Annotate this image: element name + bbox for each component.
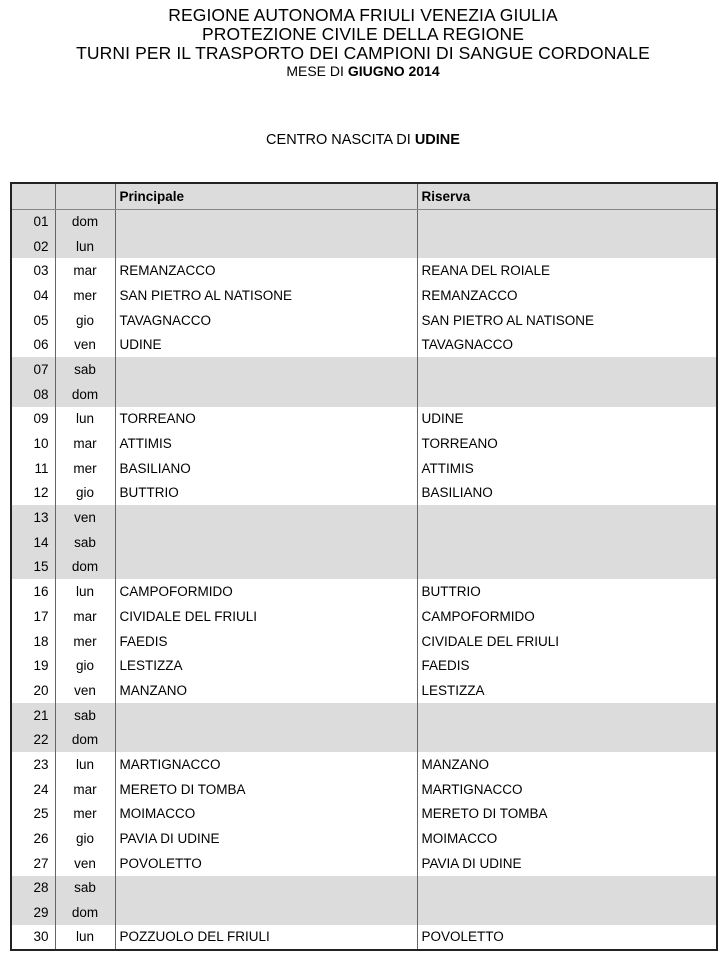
- riserva-cell: POVOLETTO: [417, 925, 717, 950]
- riserva-cell: BUTTRIO: [417, 579, 717, 604]
- principale-cell: [115, 900, 417, 925]
- weekday-cell: dom: [55, 555, 115, 580]
- principale-cell: BUTTRIO: [115, 481, 417, 506]
- table-row: [11, 258, 717, 283]
- month-line: [0, 63, 726, 80]
- table-row: [11, 407, 717, 432]
- day-cell: 18: [11, 629, 55, 654]
- riserva-cell: CAMPOFORMIDO: [417, 604, 717, 629]
- principale-cell: [115, 209, 417, 234]
- principale-cell: BASILIANO: [115, 456, 417, 481]
- table-row: [11, 703, 717, 728]
- table-row: [11, 851, 717, 876]
- day-cell: 27: [11, 851, 55, 876]
- table-row: [11, 777, 717, 802]
- weekday-cell: lun: [55, 407, 115, 432]
- weekday-cell: lun: [55, 234, 115, 259]
- day-cell: 01: [11, 209, 55, 234]
- day-cell: 23: [11, 752, 55, 777]
- month-value: GIUGNO 2014: [347, 63, 440, 79]
- principale-cell: ATTIMIS: [115, 431, 417, 456]
- principale-cell: MANZANO: [115, 678, 417, 703]
- riserva-cell: FAEDIS: [417, 653, 717, 678]
- table-row: [11, 629, 717, 654]
- day-cell: 29: [11, 900, 55, 925]
- weekday-cell: gio: [55, 826, 115, 851]
- weekday-cell: mer: [55, 456, 115, 481]
- weekday-cell: ven: [55, 332, 115, 357]
- document-header: [0, 6, 726, 80]
- table-row: [11, 382, 717, 407]
- day-cell: 04: [11, 283, 55, 308]
- weekday-cell: dom: [55, 900, 115, 925]
- weekday-cell: sab: [55, 703, 115, 728]
- principale-cell: POVOLETTO: [115, 851, 417, 876]
- riserva-cell: [417, 727, 717, 752]
- table-row: [11, 505, 717, 530]
- principale-cell: [115, 727, 417, 752]
- table-row: [11, 925, 717, 950]
- riserva-cell: PAVIA DI UDINE: [417, 851, 717, 876]
- day-cell: 21: [11, 703, 55, 728]
- weekday-cell: ven: [55, 851, 115, 876]
- table-row: [11, 579, 717, 604]
- table-row: [11, 604, 717, 629]
- riserva-cell: [417, 234, 717, 259]
- day-cell: 10: [11, 431, 55, 456]
- weekday-cell: dom: [55, 209, 115, 234]
- day-cell: 13: [11, 505, 55, 530]
- riserva-cell: TORREANO: [417, 431, 717, 456]
- principale-cell: [115, 530, 417, 555]
- principale-cell: UDINE: [115, 332, 417, 357]
- weekday-cell: sab: [55, 876, 115, 901]
- riserva-cell: [417, 555, 717, 580]
- day-cell: 07: [11, 357, 55, 382]
- weekday-cell: lun: [55, 579, 115, 604]
- weekday-cell: ven: [55, 505, 115, 530]
- table-row: [11, 209, 717, 234]
- weekday-cell: mar: [55, 258, 115, 283]
- riserva-cell: [417, 530, 717, 555]
- day-cell: 20: [11, 678, 55, 703]
- day-cell: 30: [11, 925, 55, 950]
- weekday-cell: mer: [55, 629, 115, 654]
- weekday-cell: lun: [55, 925, 115, 950]
- header-riserva: Riserva: [417, 183, 717, 209]
- day-cell: 16: [11, 579, 55, 604]
- table-row: [11, 826, 717, 851]
- weekday-cell: dom: [55, 382, 115, 407]
- day-cell: 19: [11, 653, 55, 678]
- principale-cell: [115, 876, 417, 901]
- principale-cell: SAN PIETRO AL NATISONE: [115, 283, 417, 308]
- centro-nascita-heading: [0, 132, 726, 148]
- day-cell: 26: [11, 826, 55, 851]
- day-cell: 17: [11, 604, 55, 629]
- header-weekday: [55, 183, 115, 209]
- riserva-cell: BASILIANO: [417, 481, 717, 506]
- day-cell: 15: [11, 555, 55, 580]
- table-row: [11, 481, 717, 506]
- riserva-cell: CIVIDALE DEL FRIULI: [417, 629, 717, 654]
- document-title: TURNI PER IL TRASPORTO DEI CAMPIONI DI SANGUE CORDONALE: [76, 43, 650, 63]
- weekday-cell: gio: [55, 308, 115, 333]
- month-prefix: MESE DI: [286, 63, 344, 79]
- day-cell: 11: [11, 456, 55, 481]
- weekday-cell: gio: [55, 481, 115, 506]
- shift-table: [10, 182, 718, 951]
- weekday-cell: ven: [55, 678, 115, 703]
- day-cell: 08: [11, 382, 55, 407]
- weekday-cell: lun: [55, 752, 115, 777]
- principale-cell: LESTIZZA: [115, 653, 417, 678]
- weekday-cell: mar: [55, 777, 115, 802]
- principale-cell: POZZUOLO DEL FRIULI: [115, 925, 417, 950]
- table-row: [11, 283, 717, 308]
- riserva-cell: MANZANO: [417, 752, 717, 777]
- table-row: [11, 876, 717, 901]
- principale-cell: PAVIA DI UDINE: [115, 826, 417, 851]
- day-cell: 03: [11, 258, 55, 283]
- riserva-cell: [417, 357, 717, 382]
- table-row: [11, 802, 717, 827]
- day-cell: 24: [11, 777, 55, 802]
- riserva-cell: [417, 876, 717, 901]
- table-row: [11, 653, 717, 678]
- table-row: [11, 727, 717, 752]
- riserva-cell: [417, 703, 717, 728]
- table-row: [11, 530, 717, 555]
- weekday-cell: mar: [55, 604, 115, 629]
- riserva-cell: [417, 900, 717, 925]
- weekday-cell: sab: [55, 357, 115, 382]
- riserva-cell: SAN PIETRO AL NATISONE: [417, 308, 717, 333]
- table-body: [11, 209, 717, 950]
- principale-cell: [115, 555, 417, 580]
- riserva-cell: REANA DEL ROIALE: [417, 258, 717, 283]
- principale-cell: [115, 382, 417, 407]
- principale-cell: CAMPOFORMIDO: [115, 579, 417, 604]
- principale-cell: MARTIGNACCO: [115, 752, 417, 777]
- table-row: [11, 431, 717, 456]
- table-row: [11, 678, 717, 703]
- day-cell: 02: [11, 234, 55, 259]
- region-title: REGIONE AUTONOMA FRIULI VENEZIA GIULIA: [168, 5, 558, 25]
- header-principale: Principale: [115, 183, 417, 209]
- riserva-cell: [417, 382, 717, 407]
- principale-cell: FAEDIS: [115, 629, 417, 654]
- principale-cell: REMANZACCO: [115, 258, 417, 283]
- principale-cell: MERETO DI TOMBA: [115, 777, 417, 802]
- day-cell: 05: [11, 308, 55, 333]
- riserva-cell: MARTIGNACCO: [417, 777, 717, 802]
- principale-cell: [115, 703, 417, 728]
- table-header-row: [11, 183, 717, 209]
- principale-cell: MOIMACCO: [115, 802, 417, 827]
- principale-cell: CIVIDALE DEL FRIULI: [115, 604, 417, 629]
- weekday-cell: mar: [55, 431, 115, 456]
- weekday-cell: mer: [55, 802, 115, 827]
- riserva-cell: TAVAGNACCO: [417, 332, 717, 357]
- principale-cell: TORREANO: [115, 407, 417, 432]
- day-cell: 14: [11, 530, 55, 555]
- riserva-cell: MERETO DI TOMBA: [417, 802, 717, 827]
- table-row: [11, 555, 717, 580]
- table-row: [11, 900, 717, 925]
- principale-cell: TAVAGNACCO: [115, 308, 417, 333]
- table-row: [11, 752, 717, 777]
- day-cell: 12: [11, 481, 55, 506]
- day-cell: 28: [11, 876, 55, 901]
- day-cell: 25: [11, 802, 55, 827]
- centro-city: UDINE: [414, 132, 460, 148]
- agency-title: PROTEZIONE CIVILE DELLA REGIONE: [201, 24, 525, 44]
- centro-prefix: CENTRO NASCITA DI: [266, 132, 411, 148]
- header-day: [11, 183, 55, 209]
- principale-cell: [115, 234, 417, 259]
- day-cell: 22: [11, 727, 55, 752]
- table-row: [11, 456, 717, 481]
- table-row: [11, 308, 717, 333]
- table-row: [11, 332, 717, 357]
- table-row: [11, 357, 717, 382]
- riserva-cell: REMANZACCO: [417, 283, 717, 308]
- riserva-cell: ATTIMIS: [417, 456, 717, 481]
- riserva-cell: [417, 505, 717, 530]
- riserva-cell: [417, 209, 717, 234]
- riserva-cell: LESTIZZA: [417, 678, 717, 703]
- weekday-cell: gio: [55, 653, 115, 678]
- weekday-cell: dom: [55, 727, 115, 752]
- principale-cell: [115, 357, 417, 382]
- riserva-cell: MOIMACCO: [417, 826, 717, 851]
- weekday-cell: sab: [55, 530, 115, 555]
- weekday-cell: mer: [55, 283, 115, 308]
- riserva-cell: UDINE: [417, 407, 717, 432]
- day-cell: 09: [11, 407, 55, 432]
- table-row: [11, 234, 717, 259]
- day-cell: 06: [11, 332, 55, 357]
- principale-cell: [115, 505, 417, 530]
